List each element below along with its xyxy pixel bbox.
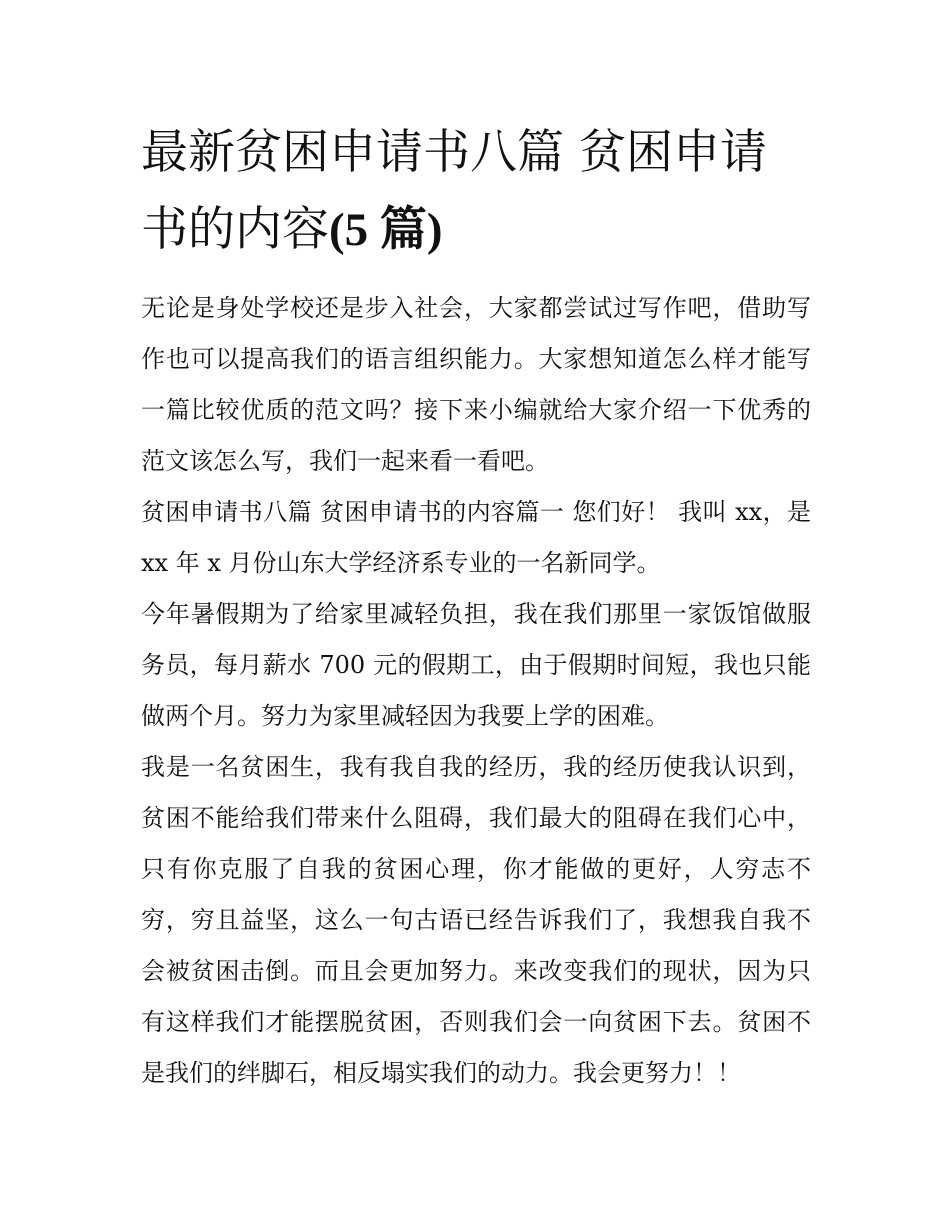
- body-paragraph-intro: 无论是身处学校还是步入社会，大家都尝试过写作吧，借助写作也可以提高我们的语言组织能力。大家想知道怎么样才能写一篇比较优质的范文吗？接下来小编就给大家介绍一下优秀的范文该怎么写，我们一起来看一看吧。: [141, 294, 811, 475]
- document-body: [141, 283, 811, 1099]
- title-line-2: [141, 191, 811, 269]
- title-line-2-count: (5 篇): [329, 204, 443, 256]
- title-line-1: 最新贫困申请书八篇 贫困申请: [141, 125, 767, 180]
- document-content: [141, 114, 811, 1099]
- body-paragraph-poverty: 我是一名贫困生，我有我自我的经历，我的经历使我认识到，贫困不能给我们带来什么阻碍，我们最大的阻碍在我们心中，只有你克服了自我的贫困心理，你才能做的更好，人穷志不穷，穷且益坚，这么一句古语已经告诉我们了，我想我自我不会被贫困击倒。而且会更加努力。来改变我们的现状，因为只有这样我们才能摆脱贫困，否则我们会一向贫困下去。贫困不是我们的绊脚石，相反塌实我们的动力。我会更努力！！: [141, 753, 811, 1087]
- body-paragraph-summer-job: 今年暑假期为了给家里减轻负担，我在我们那里一家饭馆做服务员，每月薪水 700 元的假期工，由于假期时间短，我也只能做两个月。努力为家里减轻因为我要上学的困难。: [141, 600, 811, 730]
- body-paragraph-greeting: 贫困申请书八篇 贫困申请书的内容篇一 您们好！ 我叫 xx，是 xx 年 x 月份山东大学经济系专业的一名新同学。: [141, 498, 811, 577]
- title-line-2-text: 书的内容: [141, 202, 329, 257]
- document-title: [141, 114, 811, 269]
